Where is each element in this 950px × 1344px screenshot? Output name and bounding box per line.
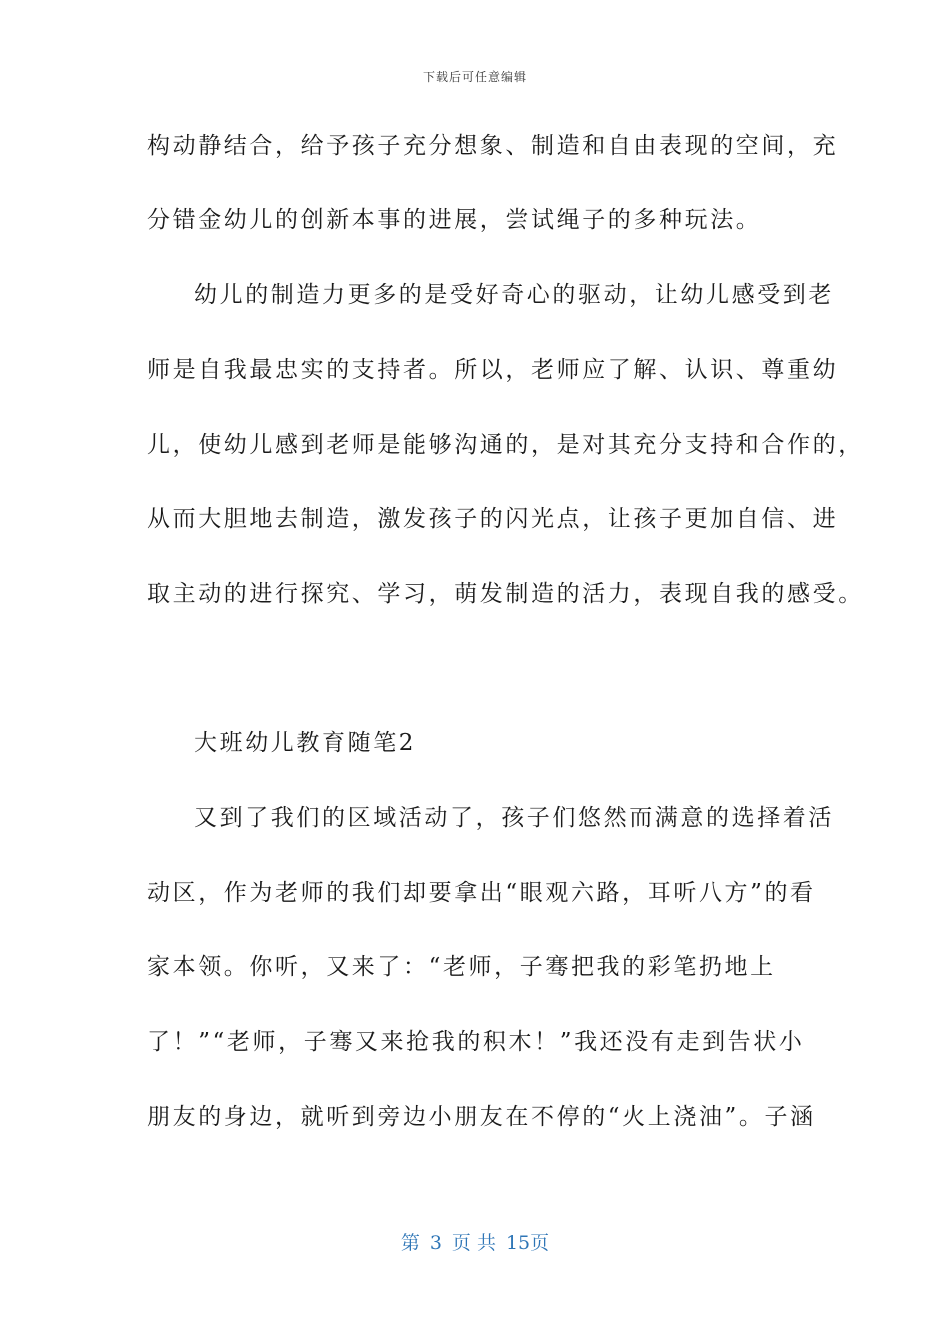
body-line-5: 儿，使幼儿感到老师是能够沟通的，是对其充分支持和合作的， xyxy=(147,432,864,458)
body-line-12: 了！”“老师，子骞又来抢我的积木！”我还没有走到告状小 xyxy=(147,1029,805,1055)
footer-suffix: 页 xyxy=(530,1232,550,1254)
body-line-2: 分错金幼儿的创新本事的进展，尝试绳子的多种玩法。 xyxy=(147,207,762,233)
body-line-7: 取主动的进行探究、学习，萌发制造的活力，表现自我的感受。 xyxy=(147,581,864,607)
section-heading: 大班幼儿教育随笔2 xyxy=(194,730,417,756)
body-line-11: 家本领。你听，又来了：“老师，子骞把我的彩笔扔地上 xyxy=(147,954,776,980)
body-line-10: 动区，作为老师的我们却要拿出“眼观六路，耳听八方”的看 xyxy=(147,880,816,906)
body-line-1: 构动静结合，给予孩子充分想象、制造和自由表现的空间，充 xyxy=(147,133,839,159)
footer-prefix: 第 xyxy=(400,1232,420,1254)
body-line-13: 朋友的身边，就听到旁边小朋友在不停的“火上浇油”。子涵 xyxy=(147,1104,816,1130)
body-line-6: 从而大胆地去制造，激发孩子的闪光点，让孩子更加自信、进 xyxy=(147,506,839,532)
body-line-9: 又到了我们的区域活动了，孩子们悠然而满意的选择着活 xyxy=(194,805,834,831)
page-number-footer xyxy=(0,1228,950,1255)
page-header: 下载后可任意编辑 xyxy=(422,70,527,84)
body-line-4: 师是自我最忠实的支持者。所以，老师应了解、认识、尊重幼 xyxy=(147,357,839,383)
footer-current-page: 3 xyxy=(429,1232,442,1254)
body-line-3: 幼儿的制造力更多的是受好奇心的驱动，让幼儿感受到老 xyxy=(194,282,834,308)
footer-middle: 页 共 xyxy=(451,1232,496,1254)
footer-total-pages: 15 xyxy=(505,1232,531,1254)
